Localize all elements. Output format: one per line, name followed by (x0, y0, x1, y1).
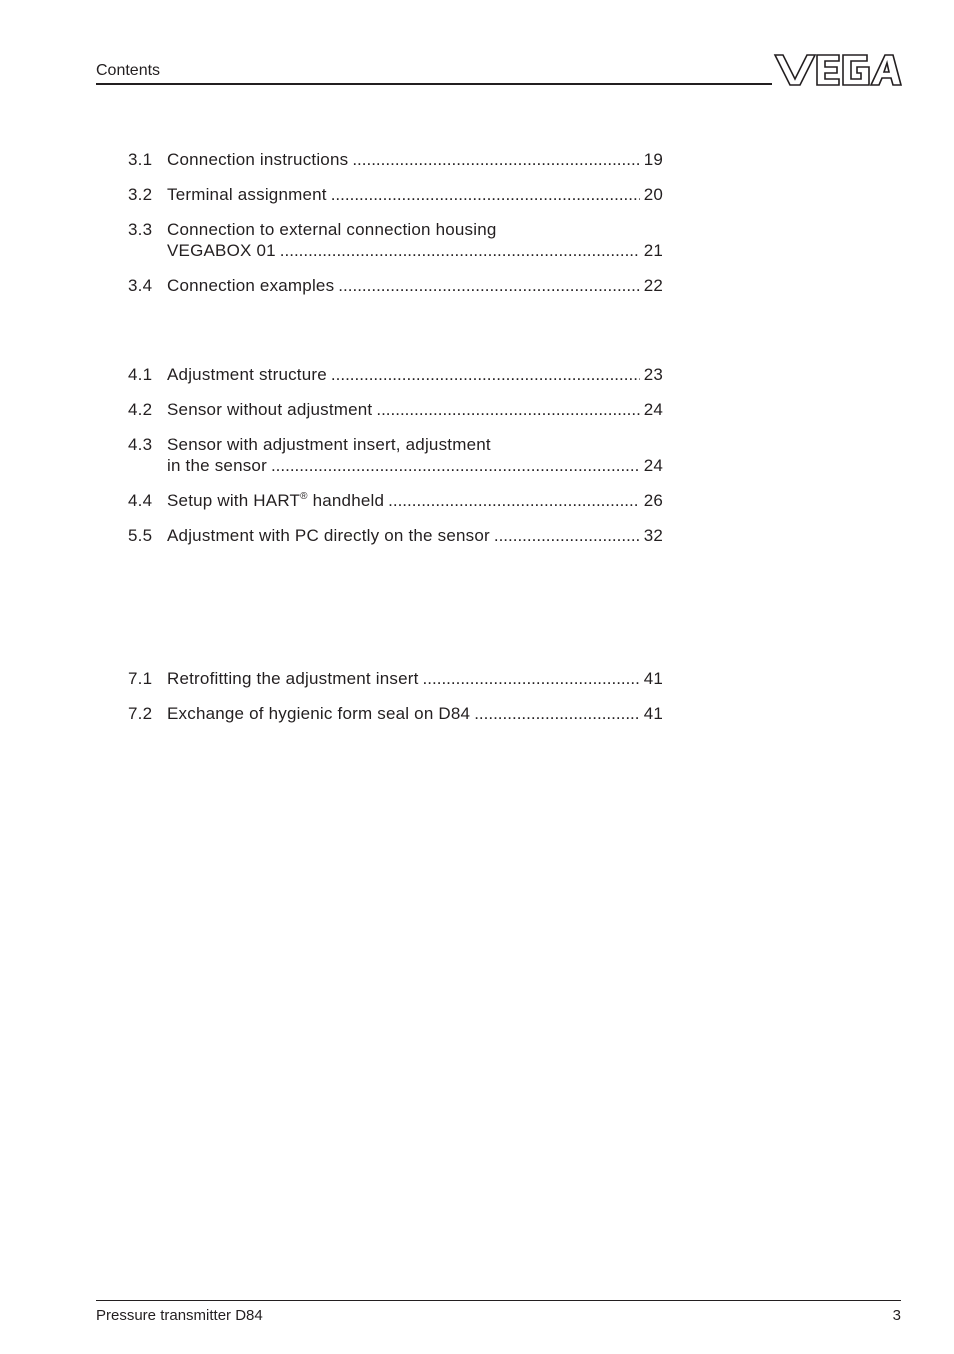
toc-entry-title: Adjustment structure (167, 365, 327, 384)
toc-entry (128, 149, 663, 170)
dot-leader (352, 149, 639, 170)
toc-section-4 (128, 364, 663, 560)
toc-entry-page: 22 (643, 276, 663, 295)
toc-entry (128, 703, 663, 724)
toc-entry-title: Connection to external connection housing (167, 220, 497, 239)
toc-entry-number: 4.2 (128, 400, 153, 419)
toc-entry-page: 20 (643, 185, 663, 204)
toc-entry (128, 399, 663, 420)
toc-entry (128, 668, 663, 689)
toc-section-3 (128, 149, 663, 310)
toc-entry (128, 364, 663, 385)
toc-entry (128, 219, 663, 261)
toc-entry-page: 21 (643, 241, 663, 260)
toc-entry-page: 24 (643, 456, 663, 475)
toc-entry-number: 4.3 (128, 435, 153, 454)
toc-entry-page: 26 (643, 491, 663, 510)
toc-section-7 (128, 668, 663, 738)
header-rule (96, 83, 772, 85)
toc-entry-page: 41 (643, 669, 663, 688)
toc-entry-page: 32 (643, 526, 663, 545)
toc-entry-number: 4.4 (128, 491, 153, 510)
toc-entry (128, 275, 663, 296)
toc-entry-title: Adjustment with PC directly on the sensor (167, 526, 490, 545)
toc-entry-number: 7.2 (128, 704, 153, 723)
toc-entry-number: 5.5 (128, 526, 153, 545)
dot-leader (423, 668, 640, 689)
toc-entry (128, 434, 663, 476)
toc-entry-title: VEGABOX 01 (167, 241, 276, 260)
toc-entry-page: 41 (643, 704, 663, 723)
toc-entry-page: 23 (643, 365, 663, 384)
footer-document-title: Pressure transmitter D84 (96, 1307, 263, 1324)
dot-leader (388, 490, 640, 511)
toc-entry-title: Exchange of hygienic form seal on D84 (167, 704, 471, 723)
toc-entry-title: Connection examples (167, 276, 335, 295)
dot-leader (338, 275, 639, 296)
dot-leader (271, 455, 640, 476)
footer-page-number: 3 (892, 1307, 901, 1324)
dot-leader (494, 525, 640, 546)
toc-entry-page: 19 (643, 150, 663, 169)
dot-leader (474, 703, 640, 724)
dot-leader (331, 184, 640, 205)
toc-entry-number: 4.1 (128, 365, 153, 384)
vega-logo (773, 51, 903, 87)
toc-entry-title: in the sensor (167, 456, 267, 475)
toc-entry-title: Setup with HART® handheld (167, 491, 385, 510)
toc-entry (128, 184, 663, 205)
toc-entry (128, 490, 663, 511)
header-title: Contents (96, 62, 161, 79)
toc-entry-title: Retrofitting the adjustment insert (167, 669, 419, 688)
dot-leader (331, 364, 640, 385)
dot-leader (376, 399, 639, 420)
toc-entry-page: 24 (643, 400, 663, 419)
toc-entry-title: Sensor without adjustment (167, 400, 373, 419)
toc-entry-number: 3.1 (128, 150, 153, 169)
toc-entry-number: 3.4 (128, 276, 153, 295)
toc-entry-number: 3.3 (128, 220, 153, 239)
toc-entry-number: 7.1 (128, 669, 153, 688)
toc-entry-number: 3.2 (128, 185, 153, 204)
toc-entry-title: Connection instructions (167, 150, 349, 169)
footer-rule (96, 1300, 901, 1301)
registered-mark: ® (300, 491, 308, 502)
dot-leader (280, 240, 640, 261)
toc-entry-title: Sensor with adjustment insert, adjustment (167, 435, 491, 454)
toc-entry-title: Terminal assignment (167, 185, 327, 204)
toc-entry (128, 525, 663, 546)
